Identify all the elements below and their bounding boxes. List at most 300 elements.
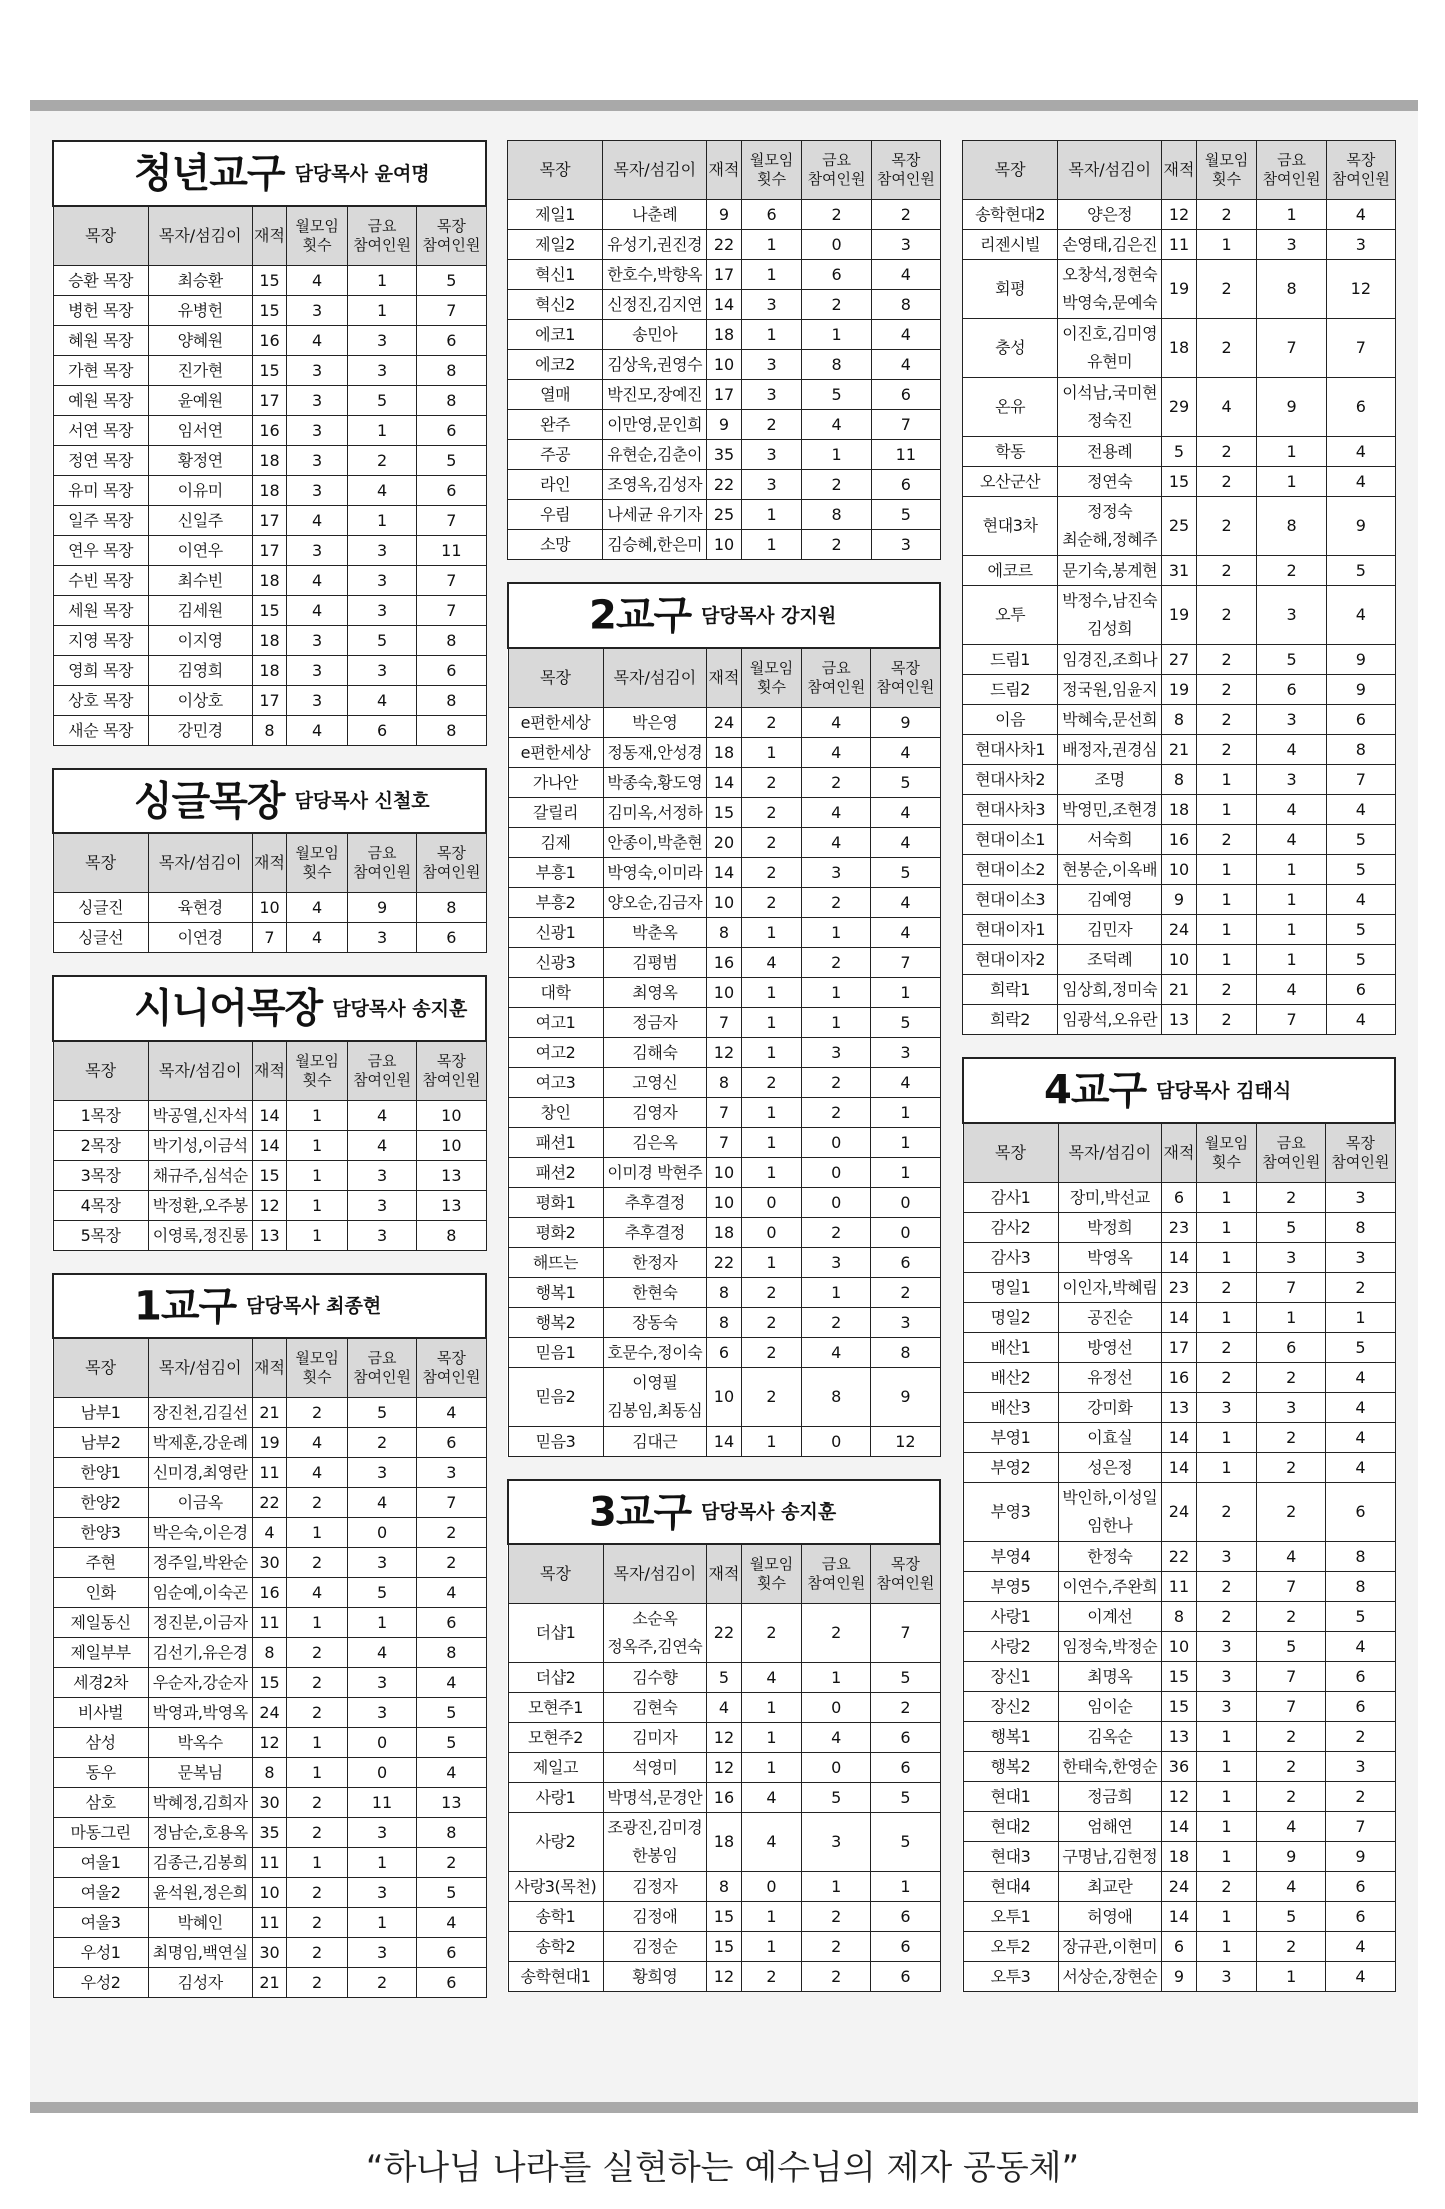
cell-leaders: 송민아	[603, 320, 707, 350]
cell-monthly: 2	[287, 1398, 348, 1428]
cell-monthly: 2	[287, 1548, 348, 1578]
table-row	[508, 380, 941, 410]
section-title-row	[53, 976, 486, 1041]
cell-mokjang-name: 현대3	[963, 1841, 1058, 1871]
cell-mokjang-name: 승환 목장	[53, 265, 148, 295]
cell-attend: 13	[252, 1220, 287, 1250]
header-attend: 재적	[252, 1338, 287, 1398]
cell-monthly: 2	[1196, 735, 1257, 765]
cell-friday: 0	[347, 1518, 416, 1548]
cell-mokjang-name: 신광1	[508, 917, 603, 947]
cell-monthly: 2	[741, 1277, 801, 1307]
cell-mokjang-name: 삼호	[53, 1788, 148, 1818]
cell-mokjang-name: 현대이자2	[963, 945, 1058, 975]
cell-monthly: 1	[741, 737, 801, 767]
cell-friday: 3	[1257, 765, 1326, 795]
cell-leaders: 정진분,이금자	[148, 1608, 252, 1638]
cell-mokjang-attend: 0	[871, 1217, 940, 1247]
cell-friday: 5	[347, 1398, 416, 1428]
cell-attend: 24	[707, 707, 742, 737]
table-row	[53, 505, 486, 535]
cell-mokjang-name: 현대1	[963, 1781, 1058, 1811]
cell-leaders: 조덕례	[1058, 945, 1162, 975]
cell-leaders: 한현숙	[603, 1277, 707, 1307]
cell-monthly: 1	[741, 977, 801, 1007]
section-pastor: 담당목사 송지훈	[701, 1501, 837, 1523]
cell-friday: 4	[347, 1100, 416, 1130]
cell-mokjang-attend: 3	[871, 1307, 940, 1337]
cell-attend: 18	[252, 475, 287, 505]
cell-monthly: 1	[741, 1426, 801, 1456]
cell-friday: 1	[347, 1848, 416, 1878]
table-row	[963, 1721, 1395, 1751]
header-mokjang-attend-line1: 목장	[1345, 1133, 1375, 1152]
leaders-line2: 한봉임	[632, 1846, 678, 1865]
cell-mokjang-name: 평화1	[508, 1187, 603, 1217]
cell-mokjang-name: 행복2	[963, 1751, 1058, 1781]
cell-friday: 3	[802, 857, 871, 887]
cell-mokjang-name: 1목장	[53, 1100, 148, 1130]
leaders-line2: 박영숙,문예숙	[1062, 293, 1158, 312]
cell-mokjang-attend: 9	[1326, 1841, 1395, 1871]
section-title-row	[53, 141, 486, 206]
section-title	[53, 1274, 486, 1339]
cell-friday: 4	[347, 1488, 416, 1518]
cell-leaders: 정동재,안성경	[603, 737, 707, 767]
cell-mokjang-name: 장신2	[963, 1691, 1058, 1721]
cell-mokjang-name: 모현주1	[508, 1693, 603, 1723]
leaders-line1: 이석남,국미현	[1062, 383, 1158, 402]
cell-attend: 22	[252, 1488, 287, 1518]
header-mokjang-attend-line2: 참여인원	[1331, 1152, 1390, 1171]
leaders-line1: 이진호,김미영	[1062, 324, 1158, 343]
cell-mokjang-name: 송학2	[508, 1932, 603, 1962]
table-row	[963, 1182, 1395, 1212]
cell-leaders: 호문수,정이숙	[603, 1337, 707, 1367]
cell-mokjang-name: 행복1	[508, 1277, 603, 1307]
cell-leaders: 박은숙,이은경	[148, 1518, 252, 1548]
table-row	[53, 1728, 486, 1758]
cell-mokjang-name: 감사2	[963, 1212, 1058, 1242]
header-mokjang-attend-line1: 목장	[436, 1349, 466, 1367]
cell-mokjang-attend: 6	[1326, 378, 1395, 437]
header-friday-line2: 참여인원	[1262, 170, 1321, 188]
cell-mokjang-attend: 4	[871, 797, 940, 827]
cell-attend: 12	[1162, 1781, 1197, 1811]
cell-monthly: 2	[1196, 675, 1257, 705]
cell-mokjang-name: 패션2	[508, 1157, 603, 1187]
table-row	[53, 1398, 486, 1428]
cell-leaders: 김정자	[603, 1872, 707, 1902]
cell-attend: 11	[252, 1458, 287, 1488]
table-row	[963, 1871, 1395, 1901]
cell-mokjang-name: 연우 목장	[53, 535, 148, 565]
cell-attend: 11	[252, 1608, 287, 1638]
cell-friday: 6	[802, 260, 871, 290]
cell-monthly: 4	[287, 505, 348, 535]
cell-mokjang-name: 제일1	[508, 200, 603, 230]
cell-friday: 2	[1257, 1482, 1326, 1541]
cell-leaders: 윤석원,정은희	[148, 1878, 252, 1908]
cell-monthly: 2	[287, 1938, 348, 1968]
cell-attend: 13	[1162, 1392, 1197, 1422]
cell-attend: 18	[707, 1813, 742, 1872]
table-row	[53, 445, 486, 475]
header-attend: 재적	[707, 1544, 742, 1604]
cell-mokjang-name: 감사1	[963, 1182, 1058, 1212]
cell-mokjang-attend: 13	[417, 1788, 486, 1818]
cell-mokjang-attend: 4	[1326, 1631, 1395, 1661]
cell-leaders: 고영신	[603, 1067, 707, 1097]
table-row	[963, 1811, 1395, 1841]
cell-mokjang-name: e편한세상	[508, 737, 603, 767]
section-pastor: 담당목사 강지원	[701, 604, 837, 627]
cell-monthly: 2	[1196, 705, 1257, 735]
cell-leaders: 김승혜,한은미	[603, 530, 707, 560]
header-attend: 재적	[707, 141, 742, 200]
cell-attend: 14	[1162, 1901, 1197, 1931]
section-title-text: 4교구	[1044, 1067, 1147, 1114]
cell-mokjang-attend: 4	[1326, 1452, 1395, 1482]
cell-attend: 14	[1162, 1422, 1197, 1452]
cell-mokjang-name: 오투1	[963, 1901, 1058, 1931]
table-row	[508, 1902, 940, 1932]
header-mokjang-attend	[871, 141, 940, 200]
cell-leaders: 최교란	[1058, 1871, 1162, 1901]
header-monthly-line1: 월모임	[295, 1349, 339, 1367]
cell-mokjang-attend: 4	[1326, 467, 1395, 497]
cell-leaders: 구명남,김현정	[1058, 1841, 1162, 1871]
cell-friday: 9	[1257, 378, 1326, 437]
cell-attend: 10	[707, 977, 742, 1007]
cell-friday: 4	[1257, 825, 1326, 855]
cell-mokjang-attend: 6	[871, 1247, 940, 1277]
data-table	[962, 1057, 1396, 1992]
cell-attend: 18	[707, 1217, 742, 1247]
cell-attend: 11	[252, 1908, 287, 1938]
cell-monthly: 2	[1196, 1272, 1256, 1302]
cell-mokjang-name: 2목장	[53, 1130, 148, 1160]
column-1	[52, 140, 487, 2020]
cell-monthly: 2	[1196, 645, 1257, 675]
cell-attend: 9	[1162, 885, 1197, 915]
table-row	[53, 1848, 486, 1878]
cell-friday: 1	[347, 1908, 416, 1938]
cell-attend: 30	[252, 1938, 287, 1968]
cell-leaders: 서숙희	[1058, 825, 1162, 855]
cell-monthly: 2	[287, 1908, 348, 1938]
section-district-1	[52, 1273, 487, 1999]
cell-leaders: 박영민,조현경	[1058, 795, 1162, 825]
cell-attend: 6	[1162, 1931, 1197, 1961]
cell-mokjang-name: 명일2	[963, 1302, 1058, 1332]
cell-mokjang-attend: 5	[871, 1663, 940, 1693]
cell-monthly: 1	[1196, 1302, 1256, 1332]
cell-attend: 8	[1162, 705, 1197, 735]
cell-monthly: 3	[741, 380, 802, 410]
cell-monthly: 2	[741, 857, 801, 887]
cell-leaders: 황정연	[148, 445, 252, 475]
cell-leaders: 박명석,문경안	[603, 1783, 707, 1813]
header-mokjang-attend	[1326, 141, 1395, 200]
table-row	[963, 200, 1396, 230]
header-row	[53, 1338, 486, 1398]
cell-mokjang-name: 학동	[963, 437, 1058, 467]
cell-monthly: 3	[741, 290, 802, 320]
cell-mokjang-name: 현대이소1	[963, 825, 1058, 855]
cell-mokjang-attend: 6	[871, 1902, 940, 1932]
cell-mokjang-name: 송학1	[508, 1902, 603, 1932]
cell-mokjang-name: 명일1	[963, 1272, 1058, 1302]
cell-mokjang-attend: 6	[1326, 975, 1395, 1005]
cell-leaders: 장동숙	[603, 1307, 707, 1337]
cell-leaders: 박진모,장예진	[603, 380, 707, 410]
table-row	[508, 1307, 940, 1337]
cell-leaders: 임정숙,박정순	[1058, 1631, 1162, 1661]
table-row	[53, 1458, 486, 1488]
cell-mokjang-attend: 6	[417, 415, 486, 445]
cell-monthly: 2	[1196, 497, 1257, 556]
cell-friday: 2	[802, 887, 871, 917]
table-row	[53, 325, 486, 355]
header-row	[53, 833, 486, 893]
cell-mokjang-attend: 8	[417, 1638, 486, 1668]
cell-monthly: 1	[1196, 230, 1257, 260]
table-row	[963, 1901, 1395, 1931]
cell-friday: 3	[347, 1190, 416, 1220]
leaders-line2: 정옥주,김연숙	[607, 1637, 703, 1656]
cell-leaders: 이미경 박현주	[603, 1157, 707, 1187]
header-mokjang: 목장	[508, 1544, 603, 1604]
cell-friday: 1	[1257, 467, 1326, 497]
cell-friday: 4	[347, 1130, 416, 1160]
cell-mokjang-attend: 6	[871, 1962, 940, 1992]
cell-attend: 14	[1162, 1242, 1197, 1272]
header-mokjang-attend-line2: 참여인원	[876, 170, 935, 188]
cell-mokjang-name: 믿음2	[508, 1367, 603, 1426]
cell-mokjang-attend: 1	[871, 1872, 940, 1902]
header-monthly	[287, 833, 348, 893]
cell-leaders: 유현순,김춘이	[603, 440, 707, 470]
cell-friday: 1	[802, 1872, 871, 1902]
cell-friday: 3	[347, 595, 416, 625]
cell-attend: 35	[707, 440, 742, 470]
cell-mokjang-attend: 6	[1326, 1901, 1395, 1931]
cell-mokjang-name: 지영 목장	[53, 625, 148, 655]
cell-monthly: 1	[1196, 765, 1257, 795]
cell-monthly: 3	[1196, 1631, 1256, 1661]
cell-monthly: 3	[741, 350, 802, 380]
cell-attend: 15	[252, 595, 287, 625]
table-row	[508, 1604, 940, 1663]
cell-friday: 2	[1257, 1781, 1326, 1811]
section-title	[508, 1480, 940, 1545]
cell-mokjang-name: 사랑2	[963, 1631, 1058, 1661]
cell-friday: 5	[1257, 1631, 1326, 1661]
cell-mokjang-name: 가현 목장	[53, 355, 148, 385]
header-monthly-line2: 횟수	[1211, 1152, 1241, 1171]
cell-mokjang-attend: 1	[871, 977, 940, 1007]
cell-leaders: 박춘옥	[603, 917, 707, 947]
cell-mokjang-attend: 3	[1326, 1242, 1395, 1272]
cell-friday: 3	[347, 1818, 416, 1848]
cell-leaders: 정금희	[1058, 1781, 1162, 1811]
cell-leaders: 최승환	[148, 265, 252, 295]
cell-mokjang-attend: 8	[871, 1337, 940, 1367]
cell-leaders: 박혜숙,문선희	[1058, 705, 1162, 735]
table-row	[508, 1783, 940, 1813]
section-title-row	[508, 583, 940, 648]
header-mokjang-attend-line1: 목장	[436, 844, 466, 862]
cell-monthly: 2	[1196, 586, 1257, 645]
leaders-line2: 김성희	[1087, 619, 1133, 638]
cell-leaders	[1058, 497, 1162, 556]
section-title-text: 시니어목장	[134, 985, 323, 1032]
header-monthly-line1: 월모임	[1204, 151, 1249, 169]
table-row	[53, 295, 486, 325]
cell-mokjang-name: 에코2	[508, 350, 603, 380]
cell-attend: 10	[707, 1367, 742, 1426]
cell-friday: 4	[1257, 975, 1326, 1005]
cell-mokjang-attend: 5	[417, 1878, 486, 1908]
cell-friday: 2	[1257, 1452, 1326, 1482]
cell-friday: 0	[802, 1157, 871, 1187]
cell-attend: 10	[707, 887, 742, 917]
cell-attend: 8	[707, 1872, 742, 1902]
cell-attend: 16	[1162, 825, 1197, 855]
cell-attend: 8	[707, 917, 742, 947]
cell-mokjang-name: 완주	[508, 410, 603, 440]
cell-leaders: 박정환,오주봉	[148, 1190, 252, 1220]
table-row	[508, 320, 941, 350]
cell-mokjang-attend: 1	[1326, 1302, 1395, 1332]
cell-monthly: 2	[1196, 467, 1257, 497]
cell-monthly: 2	[741, 1307, 801, 1337]
cell-mokjang-name: 사랑1	[508, 1783, 603, 1813]
cell-mokjang-attend: 4	[1326, 1392, 1395, 1422]
cell-mokjang-attend: 6	[417, 475, 486, 505]
cell-mokjang-name: e편한세상	[508, 707, 603, 737]
section-title	[53, 976, 486, 1041]
cell-attend: 8	[252, 715, 287, 745]
table-row	[963, 795, 1396, 825]
cell-mokjang-attend: 4	[1326, 1362, 1395, 1392]
cell-attend: 12	[707, 1753, 742, 1783]
cell-friday: 3	[1257, 705, 1326, 735]
header-mokjang: 목장	[53, 206, 148, 266]
header-attend: 재적	[1162, 1123, 1197, 1183]
cell-mokjang-attend: 6	[871, 1753, 940, 1783]
table-row	[963, 855, 1396, 885]
cell-attend: 18	[252, 565, 287, 595]
table-row	[508, 440, 941, 470]
cell-leaders: 한호수,박향옥	[603, 260, 707, 290]
cell-attend: 22	[707, 470, 742, 500]
cell-leaders: 이연경	[148, 923, 252, 953]
cell-mokjang-attend: 12	[871, 1426, 940, 1456]
cell-leaders: 전용례	[1058, 437, 1162, 467]
cell-attend: 12	[252, 1190, 287, 1220]
cell-attend: 6	[1162, 1182, 1197, 1212]
cell-attend: 8	[252, 1758, 287, 1788]
cell-leaders: 임이순	[1058, 1691, 1162, 1721]
cell-monthly: 4	[287, 565, 348, 595]
table-row	[53, 565, 486, 595]
cell-friday: 4	[802, 737, 871, 767]
cell-mokjang-name: 제일동신	[53, 1608, 148, 1638]
cell-mokjang-name: 사랑2	[508, 1813, 603, 1872]
cell-leaders: 방영선	[1058, 1332, 1162, 1362]
cell-monthly: 1	[1196, 1242, 1256, 1272]
cell-leaders: 한정자	[603, 1247, 707, 1277]
cell-monthly: 2	[741, 410, 802, 440]
cell-attend: 14	[252, 1130, 287, 1160]
cell-monthly: 1	[741, 1097, 801, 1127]
table-row	[508, 260, 941, 290]
cell-mokjang-attend: 8	[1326, 1212, 1395, 1242]
cell-leaders	[1058, 319, 1162, 378]
cell-attend: 22	[1162, 1541, 1197, 1571]
cell-attend: 17	[252, 505, 287, 535]
cell-monthly: 3	[287, 625, 348, 655]
cell-attend: 15	[1162, 1691, 1197, 1721]
cell-mokjang-name: 부흥1	[508, 857, 603, 887]
cell-mokjang-attend: 4	[871, 260, 940, 290]
cell-mokjang-attend: 2	[871, 200, 940, 230]
cell-leaders: 안종이,박춘현	[603, 827, 707, 857]
cell-attend: 10	[707, 1157, 742, 1187]
cell-monthly: 1	[287, 1608, 348, 1638]
table-row	[963, 1601, 1395, 1631]
cell-friday: 4	[1257, 1811, 1326, 1841]
cell-monthly: 1	[741, 500, 802, 530]
header-friday-line1: 금요	[821, 658, 851, 677]
cell-mokjang-name: 에코르	[963, 556, 1058, 586]
cell-monthly: 1	[741, 530, 802, 560]
cell-mokjang-attend: 5	[1326, 855, 1395, 885]
cell-mokjang-name: 예원 목장	[53, 385, 148, 415]
cell-leaders: 최명임,백연실	[148, 1938, 252, 1968]
header-leaders: 목자/섬김이	[148, 206, 252, 266]
table-row	[53, 1638, 486, 1668]
table-row	[508, 290, 941, 320]
cell-friday: 4	[802, 1723, 871, 1753]
cell-friday: 2	[1257, 1601, 1326, 1631]
cell-mokjang-attend: 2	[871, 1693, 940, 1723]
cell-mokjang-name: 신광3	[508, 947, 603, 977]
cell-mokjang-attend: 7	[1326, 319, 1395, 378]
cell-leaders: 박영과,박영옥	[148, 1698, 252, 1728]
table-row	[508, 1367, 940, 1426]
section-pastor: 담당목사 윤여명	[294, 162, 430, 185]
cell-attend: 24	[1162, 915, 1197, 945]
cell-monthly: 1	[1196, 1422, 1256, 1452]
header-mokjang-attend	[871, 648, 940, 708]
cell-monthly: 1	[1196, 1811, 1256, 1841]
cell-friday: 0	[802, 1693, 871, 1723]
cell-attend: 36	[1162, 1751, 1197, 1781]
cell-mokjang-attend: 4	[1326, 795, 1395, 825]
cell-monthly: 2	[287, 1878, 348, 1908]
cell-mokjang-name: 여울2	[53, 1878, 148, 1908]
cell-mokjang-attend: 5	[871, 1783, 940, 1813]
cell-monthly: 1	[741, 1932, 801, 1962]
cell-monthly: 3	[287, 535, 348, 565]
cell-monthly: 1	[287, 1100, 348, 1130]
cell-monthly: 3	[741, 470, 802, 500]
cell-mokjang-name: 유미 목장	[53, 475, 148, 505]
header-monthly-line2: 횟수	[757, 170, 787, 188]
